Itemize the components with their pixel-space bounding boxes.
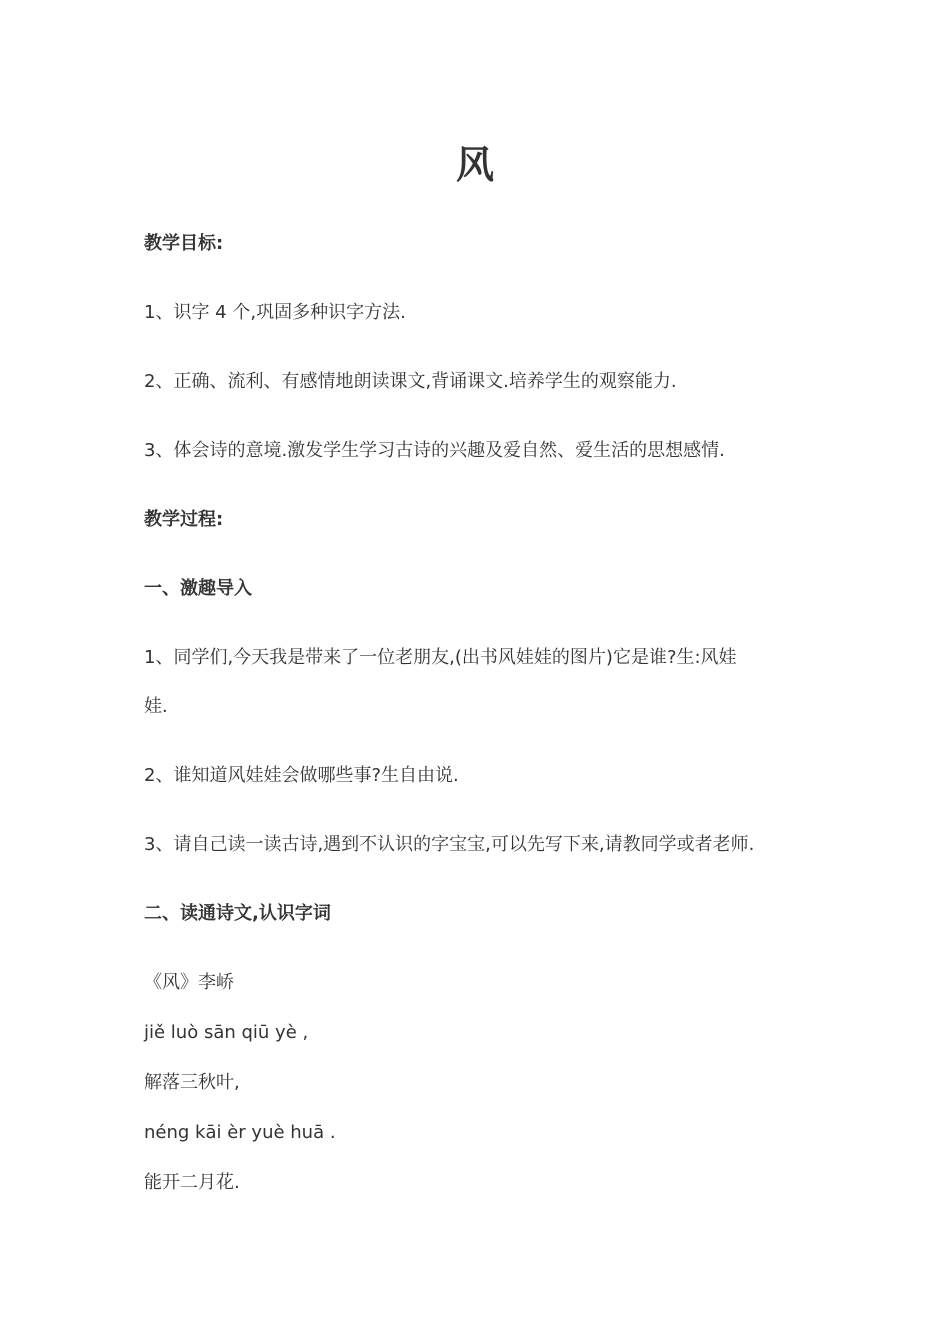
part1-item-3: 3、请自己读一读古诗,遇到不认识的字宝宝,可以先写下来,请教同学或者老师. — [144, 834, 755, 855]
poem-title: 《风》李峤 — [144, 972, 234, 993]
part1-item-2: 2、谁知道风娃娃会做哪些事?生自由说. — [144, 765, 459, 786]
poem-pinyin-1: jiě luò sān qiū yè , — [144, 1022, 309, 1043]
goals-heading: 教学目标: — [144, 233, 224, 254]
part2-heading: 二、读通诗文,认识字词 — [144, 903, 331, 924]
part1-heading: 一、激趣导入 — [144, 578, 252, 599]
poem-pinyin-2: néng kāi èr yuè huā . — [144, 1122, 336, 1143]
goal-item-3: 3、体会诗的意境.激发学生学习古诗的兴趣及爱自然、爱生活的思想感情. — [144, 440, 725, 461]
part1-item-1-line-2: 娃. — [144, 696, 168, 717]
part1-item-1-line-1: 1、同学们,今天我是带来了一位老朋友,(出书风娃娃的图片)它是谁?生:风娃 — [144, 647, 737, 668]
goal-item-1: 1、识字 4 个,巩固多种识字方法. — [144, 302, 406, 323]
page-title: 风 — [455, 143, 494, 187]
poem-line-1: 解落三秋叶, — [144, 1072, 240, 1093]
process-heading: 教学过程: — [144, 509, 224, 530]
goal-item-2: 2、正确、流利、有感情地朗读课文,背诵课文.培养学生的观察能力. — [144, 371, 677, 392]
poem-line-2: 能开二月花. — [144, 1172, 240, 1193]
